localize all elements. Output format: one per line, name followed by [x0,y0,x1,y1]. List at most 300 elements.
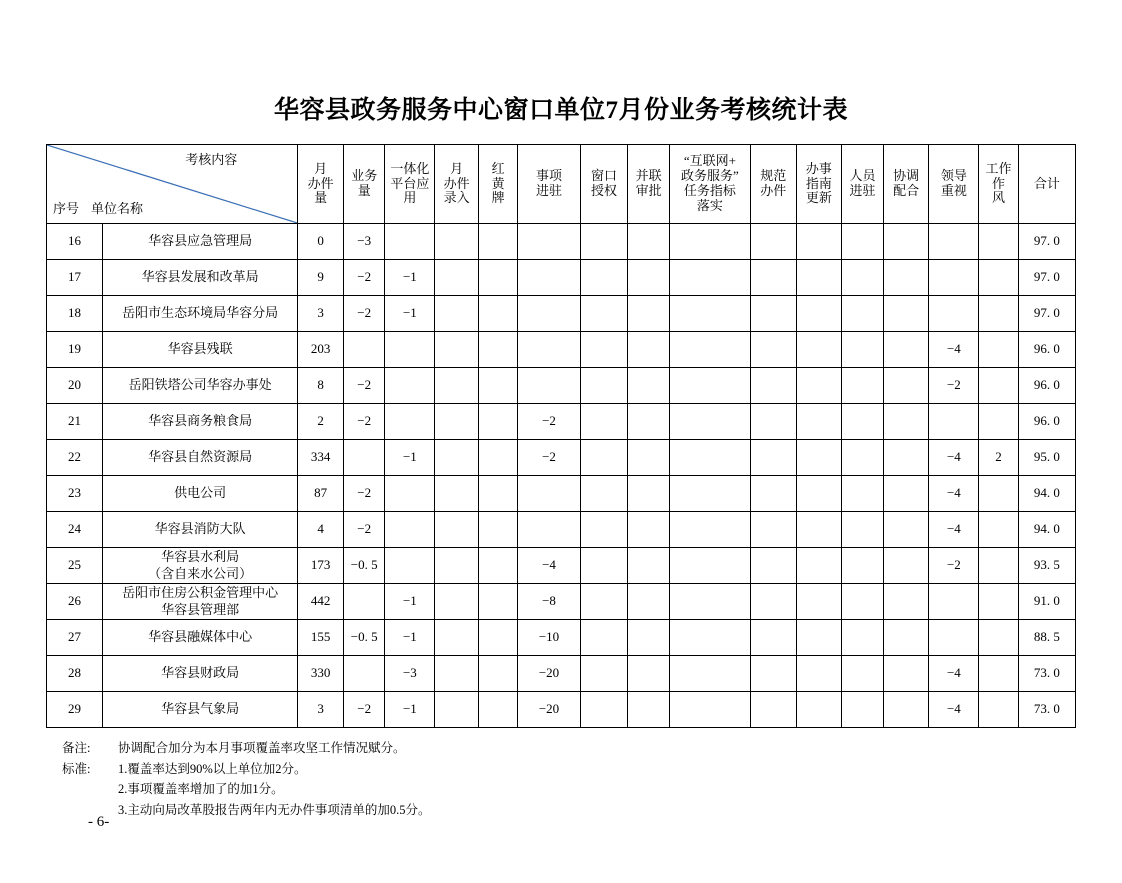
header-line: 量 [357,183,371,198]
row-unit [103,692,298,728]
cell-leadership-attention: −4 [929,692,979,728]
unit-line1: 华容县融媒体中心 [148,629,253,645]
cell-items-stationed: −4 [518,548,580,584]
cell-platform-application: −1 [385,584,435,620]
cell-standard-handling [750,296,796,332]
cell-staff-stationed [842,548,884,584]
cell-business-volume [343,656,385,692]
cell-internet-plus-task [669,476,750,512]
cell-red-yellow-card [478,512,517,548]
cell-standard-handling [750,692,796,728]
cell-total: 73. 0 [1018,656,1075,692]
standard-label: 标准: [62,761,91,776]
unit-line1: 岳阳铁塔公司华容办事处 [128,377,272,393]
cell-standard-handling [750,620,796,656]
cell-coordination [883,404,929,440]
cell-monthly-entry [435,476,479,512]
cell-platform-application [385,404,435,440]
row-unit [103,368,298,404]
row-unit [103,548,298,584]
cell-month-volume: 0 [298,224,344,260]
cell-leadership-attention: −4 [929,440,979,476]
header-line: 月 [450,160,464,176]
cell-joint-approval [628,224,670,260]
cell-red-yellow-card [478,368,517,404]
cell-window-authorization [580,656,628,692]
unit-line1: 岳阳市生态环境局华容分局 [122,305,279,321]
cell-red-yellow-card [478,296,517,332]
cell-staff-stationed [842,224,884,260]
cell-internet-plus-task [669,404,750,440]
unit-line1: 岳阳市住房公积金管理中心 [122,585,279,601]
cell-leadership-attention: −4 [929,332,979,368]
cell-business-volume [343,332,385,368]
header-standard-handling [750,145,796,224]
cell-leadership-attention [929,404,979,440]
table-row [47,692,1076,728]
cell-business-volume: −3 [343,224,385,260]
cell-standard-handling [750,656,796,692]
cell-business-volume: −0. 5 [343,548,385,584]
cell-total: 97. 0 [1018,224,1075,260]
cell-red-yellow-card [478,692,517,728]
row-seq: 25 [47,548,103,584]
row-seq: 24 [47,512,103,548]
cell-window-authorization [580,548,628,584]
header-coordination [883,145,929,224]
row-seq: 21 [47,404,103,440]
cell-standard-handling [750,224,796,260]
table-row [47,584,1076,620]
cell-platform-application: −3 [385,656,435,692]
cell-leadership-attention: −4 [929,656,979,692]
cell-total: 94. 0 [1018,476,1075,512]
row-seq: 22 [47,440,103,476]
cell-joint-approval [628,512,670,548]
cell-window-authorization [580,296,628,332]
cell-joint-approval [628,620,670,656]
standard-item: 3.主动向局改革股报告两年内无办件事项清单的加0.5分。 [118,802,431,817]
row-unit [103,656,298,692]
cell-items-stationed [518,260,580,296]
table-row [47,440,1076,476]
unit-line1: 华容县气象局 [161,701,240,717]
cell-coordination [883,620,929,656]
header-total [1018,145,1075,224]
cell-business-volume: −2 [343,692,385,728]
header-line: 事项 [536,168,563,184]
row-seq: 29 [47,692,103,728]
cell-staff-stationed [842,404,884,440]
cell-standard-handling [750,260,796,296]
cell-month-volume: 3 [298,692,344,728]
header-platform-application [385,145,435,224]
header-line: 办件 [443,175,470,191]
cell-monthly-entry [435,260,479,296]
cell-work-style [979,692,1018,728]
cell-red-yellow-card [478,224,517,260]
table-row [47,512,1076,548]
cell-month-volume: 155 [298,620,344,656]
cell-guide-update [796,548,842,584]
row-unit [103,332,298,368]
cell-staff-stationed [842,512,884,548]
cell-standard-handling [750,548,796,584]
cell-internet-plus-task [669,656,750,692]
header-line: 一体化 [390,160,430,176]
header-line: 指南 [805,175,832,191]
cell-total: 94. 0 [1018,512,1075,548]
cell-total: 93. 5 [1018,548,1075,584]
cell-standard-handling [750,368,796,404]
cell-items-stationed [518,296,580,332]
row-seq: 23 [47,476,103,512]
table-row [47,224,1076,260]
header-line: 牌 [491,190,505,206]
cell-coordination [883,476,929,512]
cell-standard-handling [750,584,796,620]
row-unit [103,404,298,440]
header-line: 工作作 [985,160,1012,191]
unit-line1: 华容县应急管理局 [148,233,253,249]
standard-item: 2.事项覆盖率增加了的加1分。 [118,782,284,797]
cell-platform-application [385,548,435,584]
cell-staff-stationed [842,476,884,512]
cell-joint-approval [628,476,670,512]
cell-guide-update [796,368,842,404]
header-line: 协调 [893,168,920,184]
cell-coordination [883,512,929,548]
cell-leadership-attention: −4 [929,476,979,512]
header-staff-stationed [842,145,884,224]
header-line: 业务 [351,168,378,184]
cell-red-yellow-card [478,476,517,512]
unit-line1: 华容县自然资源局 [148,449,253,465]
cell-joint-approval [628,332,670,368]
table-row [47,332,1076,368]
cell-window-authorization [580,368,628,404]
cell-total: 88. 5 [1018,620,1075,656]
cell-work-style [979,512,1018,548]
row-unit [103,224,298,260]
cell-work-style [979,224,1018,260]
cell-guide-update [796,656,842,692]
header-joint-approval [628,145,670,224]
cell-guide-update [796,512,842,548]
cell-internet-plus-task [669,440,750,476]
page-number: - 6- [88,814,110,830]
cell-window-authorization [580,260,628,296]
cell-monthly-entry [435,656,479,692]
unit-line1: 华容县残联 [167,341,233,357]
header-line: 落实 [696,197,723,213]
cell-standard-handling [750,512,796,548]
cell-monthly-entry [435,368,479,404]
table-body [47,224,1076,728]
remark-label: 备注: [62,741,91,755]
cell-monthly-entry [435,620,479,656]
diagonal-line-icon [47,145,297,223]
header-window-authorization [580,145,628,224]
header-line: 录入 [443,190,470,206]
statistics-table [46,144,1076,728]
cell-month-volume: 173 [298,548,344,584]
header-work-style [979,145,1018,224]
cell-leadership-attention [929,224,979,260]
header-guide-update [796,145,842,224]
cell-platform-application: −1 [385,260,435,296]
cell-monthly-entry [435,332,479,368]
cell-total: 97. 0 [1018,296,1075,332]
header-line: 进驻 [536,183,563,198]
cell-leadership-attention [929,584,979,620]
cell-work-style [979,548,1018,584]
header-line: 进驻 [849,183,876,198]
row-unit [103,584,298,620]
standard-row [62,759,1122,821]
table-header-row [47,145,1076,224]
cell-internet-plus-task [669,368,750,404]
cell-internet-plus-task [669,584,750,620]
header-line: 量 [314,190,328,206]
cell-window-authorization [580,620,628,656]
cell-platform-application: −1 [385,620,435,656]
table-row [47,620,1076,656]
cell-total: 95. 0 [1018,440,1075,476]
cell-staff-stationed [842,296,884,332]
cell-guide-update [796,440,842,476]
cell-platform-application [385,332,435,368]
table-row [47,260,1076,296]
cell-business-volume: −2 [343,260,385,296]
cell-monthly-entry [435,584,479,620]
cell-guide-update [796,260,842,296]
cell-coordination [883,260,929,296]
cell-coordination [883,692,929,728]
cell-internet-plus-task [669,692,750,728]
cell-business-volume [343,440,385,476]
cell-leadership-attention: −2 [929,368,979,404]
header-line: 审批 [635,183,662,198]
cell-staff-stationed [842,620,884,656]
cell-joint-approval [628,404,670,440]
cell-joint-approval [628,548,670,584]
cell-leadership-attention: −2 [929,548,979,584]
header-line: 人员 [849,168,876,184]
unit-line2: 华容县管理部 [161,601,240,617]
cell-joint-approval [628,584,670,620]
cell-items-stationed: −10 [518,620,580,656]
cell-platform-application: −1 [385,440,435,476]
cell-internet-plus-task [669,296,750,332]
header-line: 办事 [805,160,832,176]
cell-items-stationed: −20 [518,656,580,692]
row-seq: 16 [47,224,103,260]
cell-work-style [979,296,1018,332]
cell-platform-application [385,512,435,548]
header-line: 领导 [940,168,967,184]
cell-coordination [883,296,929,332]
cell-coordination [883,440,929,476]
cell-items-stationed: −2 [518,404,580,440]
header-line: 红 [491,160,505,176]
cell-coordination [883,548,929,584]
cell-monthly-entry [435,224,479,260]
row-unit [103,440,298,476]
table-row [47,548,1076,584]
header-business-volume [343,145,385,224]
cell-work-style [979,368,1018,404]
cell-joint-approval [628,656,670,692]
header-line: 配合 [893,183,920,198]
header-red-yellow-card [478,145,517,224]
cell-coordination [883,332,929,368]
cell-internet-plus-task [669,332,750,368]
header-line: 规范 [760,168,787,184]
header-line: 任务指标 [683,183,736,198]
cell-red-yellow-card [478,620,517,656]
header-line: 授权 [591,183,618,198]
cell-total: 96. 0 [1018,368,1075,404]
cell-internet-plus-task [669,548,750,584]
cell-staff-stationed [842,332,884,368]
cell-coordination [883,224,929,260]
header-line: 更新 [805,190,832,206]
cell-joint-approval [628,260,670,296]
header-line: 风 [992,190,1006,206]
cell-month-volume: 2 [298,404,344,440]
cell-window-authorization [580,584,628,620]
cell-red-yellow-card [478,440,517,476]
cell-window-authorization [580,224,628,260]
cell-business-volume: −2 [343,296,385,332]
cell-month-volume: 334 [298,440,344,476]
row-unit [103,620,298,656]
cell-platform-application: −1 [385,296,435,332]
cell-month-volume: 4 [298,512,344,548]
header-monthly-entry [435,145,479,224]
cell-month-volume: 442 [298,584,344,620]
cell-platform-application: −1 [385,692,435,728]
cell-red-yellow-card [478,584,517,620]
header-label-content: 考核内容 [185,152,238,167]
cell-platform-application [385,224,435,260]
row-seq: 27 [47,620,103,656]
unit-line1: 华容县财政局 [161,665,240,681]
row-unit [103,260,298,296]
page-title: 华容县政务服务中心窗口单位7月份业务考核统计表 [273,97,848,124]
cell-total: 96. 0 [1018,332,1075,368]
unit-line1: 华容县水利局 [161,549,240,565]
cell-business-volume: −2 [343,404,385,440]
cell-business-volume: −0. 5 [343,620,385,656]
row-unit [103,512,298,548]
header-line: 平台应 [390,175,430,191]
cell-internet-plus-task [669,260,750,296]
document-page [0,90,1122,883]
unit-line1: 供电公司 [174,485,227,501]
cell-month-volume: 3 [298,296,344,332]
cell-work-style [979,656,1018,692]
cell-total: 96. 0 [1018,404,1075,440]
cell-guide-update [796,224,842,260]
corner-header-cell [47,145,298,224]
cell-items-stationed [518,512,580,548]
table-row [47,404,1076,440]
cell-staff-stationed [842,260,884,296]
cell-window-authorization [580,512,628,548]
cell-business-volume: −2 [343,512,385,548]
cell-guide-update [796,620,842,656]
remark-text: 协调配合加分为本月事项覆盖率攻坚工作情况赋分。 [118,741,406,755]
table-row [47,296,1076,332]
cell-items-stationed: −8 [518,584,580,620]
cell-joint-approval [628,692,670,728]
cell-month-volume: 87 [298,476,344,512]
header-label-unit: 单位名称 [91,200,144,216]
cell-window-authorization [580,404,628,440]
cell-window-authorization [580,332,628,368]
cell-standard-handling [750,404,796,440]
statistics-table-wrapper [46,144,1076,728]
unit-line1: 华容县商务粮食局 [148,413,253,429]
cell-items-stationed: −2 [518,440,580,476]
cell-items-stationed [518,368,580,404]
cell-red-yellow-card [478,656,517,692]
header-label-seq: 序号 [53,200,80,216]
cell-monthly-entry [435,548,479,584]
cell-monthly-entry [435,404,479,440]
cell-guide-update [796,476,842,512]
notes-section [62,738,1122,821]
cell-items-stationed [518,332,580,368]
header-items-stationed [518,145,580,224]
row-seq: 20 [47,368,103,404]
cell-coordination [883,368,929,404]
cell-total: 73. 0 [1018,692,1075,728]
cell-standard-handling [750,440,796,476]
cell-platform-application [385,368,435,404]
cell-red-yellow-card [478,548,517,584]
header-line: 办件 [760,183,787,198]
standard-items [118,759,431,821]
cell-work-style [979,260,1018,296]
cell-month-volume: 203 [298,332,344,368]
standard-item: 1.覆盖率达到90%以上单位加2分。 [118,761,307,776]
cell-window-authorization [580,476,628,512]
cell-month-volume: 9 [298,260,344,296]
cell-work-style [979,620,1018,656]
cell-staff-stationed [842,656,884,692]
cell-leadership-attention [929,620,979,656]
cell-leadership-attention: −4 [929,512,979,548]
cell-staff-stationed [842,584,884,620]
cell-total: 91. 0 [1018,584,1075,620]
cell-platform-application [385,476,435,512]
unit-line2: （含自来水公司） [148,565,253,581]
cell-work-style [979,584,1018,620]
cell-monthly-entry [435,692,479,728]
row-seq: 17 [47,260,103,296]
cell-staff-stationed [842,440,884,476]
cell-items-stationed [518,476,580,512]
cell-internet-plus-task [669,620,750,656]
cell-coordination [883,656,929,692]
row-seq: 19 [47,332,103,368]
cell-standard-handling [750,476,796,512]
cell-work-style [979,332,1018,368]
header-line: 用 [403,190,417,206]
